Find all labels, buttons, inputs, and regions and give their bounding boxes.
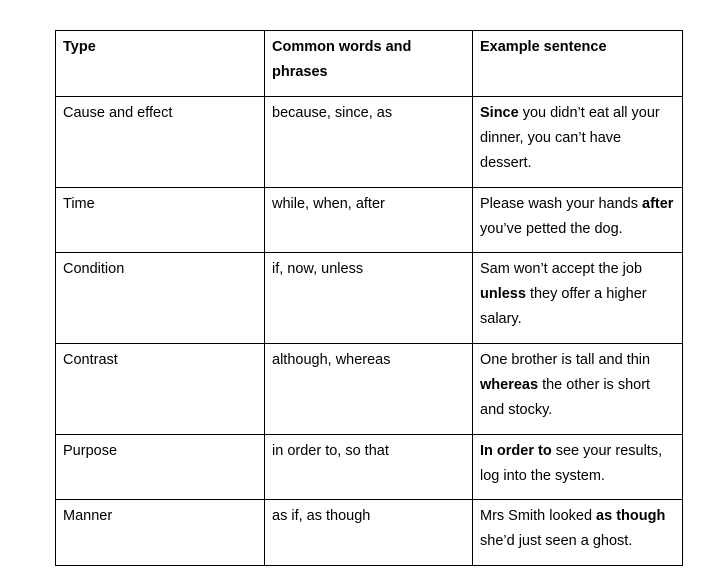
example-segment: the other is short and stocky.: [480, 377, 651, 418]
example-cell: [473, 188, 683, 253]
example-cell: [473, 344, 683, 435]
example-segment: you didn’t eat all your dinner, you can’t have dessert.: [480, 105, 660, 171]
words-cell: although, whereas: [265, 344, 473, 435]
table-row: [56, 500, 683, 566]
table-row: [56, 344, 683, 435]
example-segment-bold: unless: [480, 286, 526, 302]
example-segment-bold: after: [642, 196, 674, 212]
example-segment: Sam won’t accept the job: [480, 261, 643, 277]
table-row: [56, 97, 683, 188]
example-cell: [473, 253, 683, 344]
table-row: [56, 253, 683, 344]
type-cell: Condition: [56, 253, 265, 344]
words-cell: because, since, as: [265, 97, 473, 188]
example-segment: see your results, log into the system.: [480, 443, 663, 484]
words-cell: if, now, unless: [265, 253, 473, 344]
conjunction-table: [55, 30, 683, 566]
words-cell: while, when, after: [265, 188, 473, 253]
example-cell: [473, 435, 683, 500]
example-segment: you’ve petted the dog.: [480, 221, 623, 237]
example-segment-bold: Since: [480, 105, 519, 121]
example-segment-bold: as though: [596, 508, 666, 524]
example-segment-bold: whereas: [480, 377, 539, 393]
example-segment: she’d just seen a ghost.: [480, 533, 633, 549]
example-cell: [473, 500, 683, 566]
header-example-sentence: Example sentence: [473, 31, 683, 97]
example-segment: Mrs Smith looked: [480, 508, 597, 524]
words-cell: as if, as though: [265, 500, 473, 566]
type-cell: Cause and effect: [56, 97, 265, 188]
type-cell: Time: [56, 188, 265, 253]
example-segment: One brother is tall and thin: [480, 352, 651, 368]
header-row: [56, 31, 683, 97]
example-cell: [473, 97, 683, 188]
example-segment-bold: In order to: [480, 443, 552, 459]
example-segment: they offer a higher salary.: [480, 286, 647, 327]
header-type: Type: [56, 31, 265, 97]
words-cell: in order to, so that: [265, 435, 473, 500]
table-row: [56, 188, 683, 253]
type-cell: Purpose: [56, 435, 265, 500]
example-segment: Please wash your hands: [480, 196, 643, 212]
table-row: [56, 435, 683, 500]
type-cell: Manner: [56, 500, 265, 566]
type-cell: Contrast: [56, 344, 265, 435]
header-common-words: Common words and phrases: [265, 31, 473, 97]
